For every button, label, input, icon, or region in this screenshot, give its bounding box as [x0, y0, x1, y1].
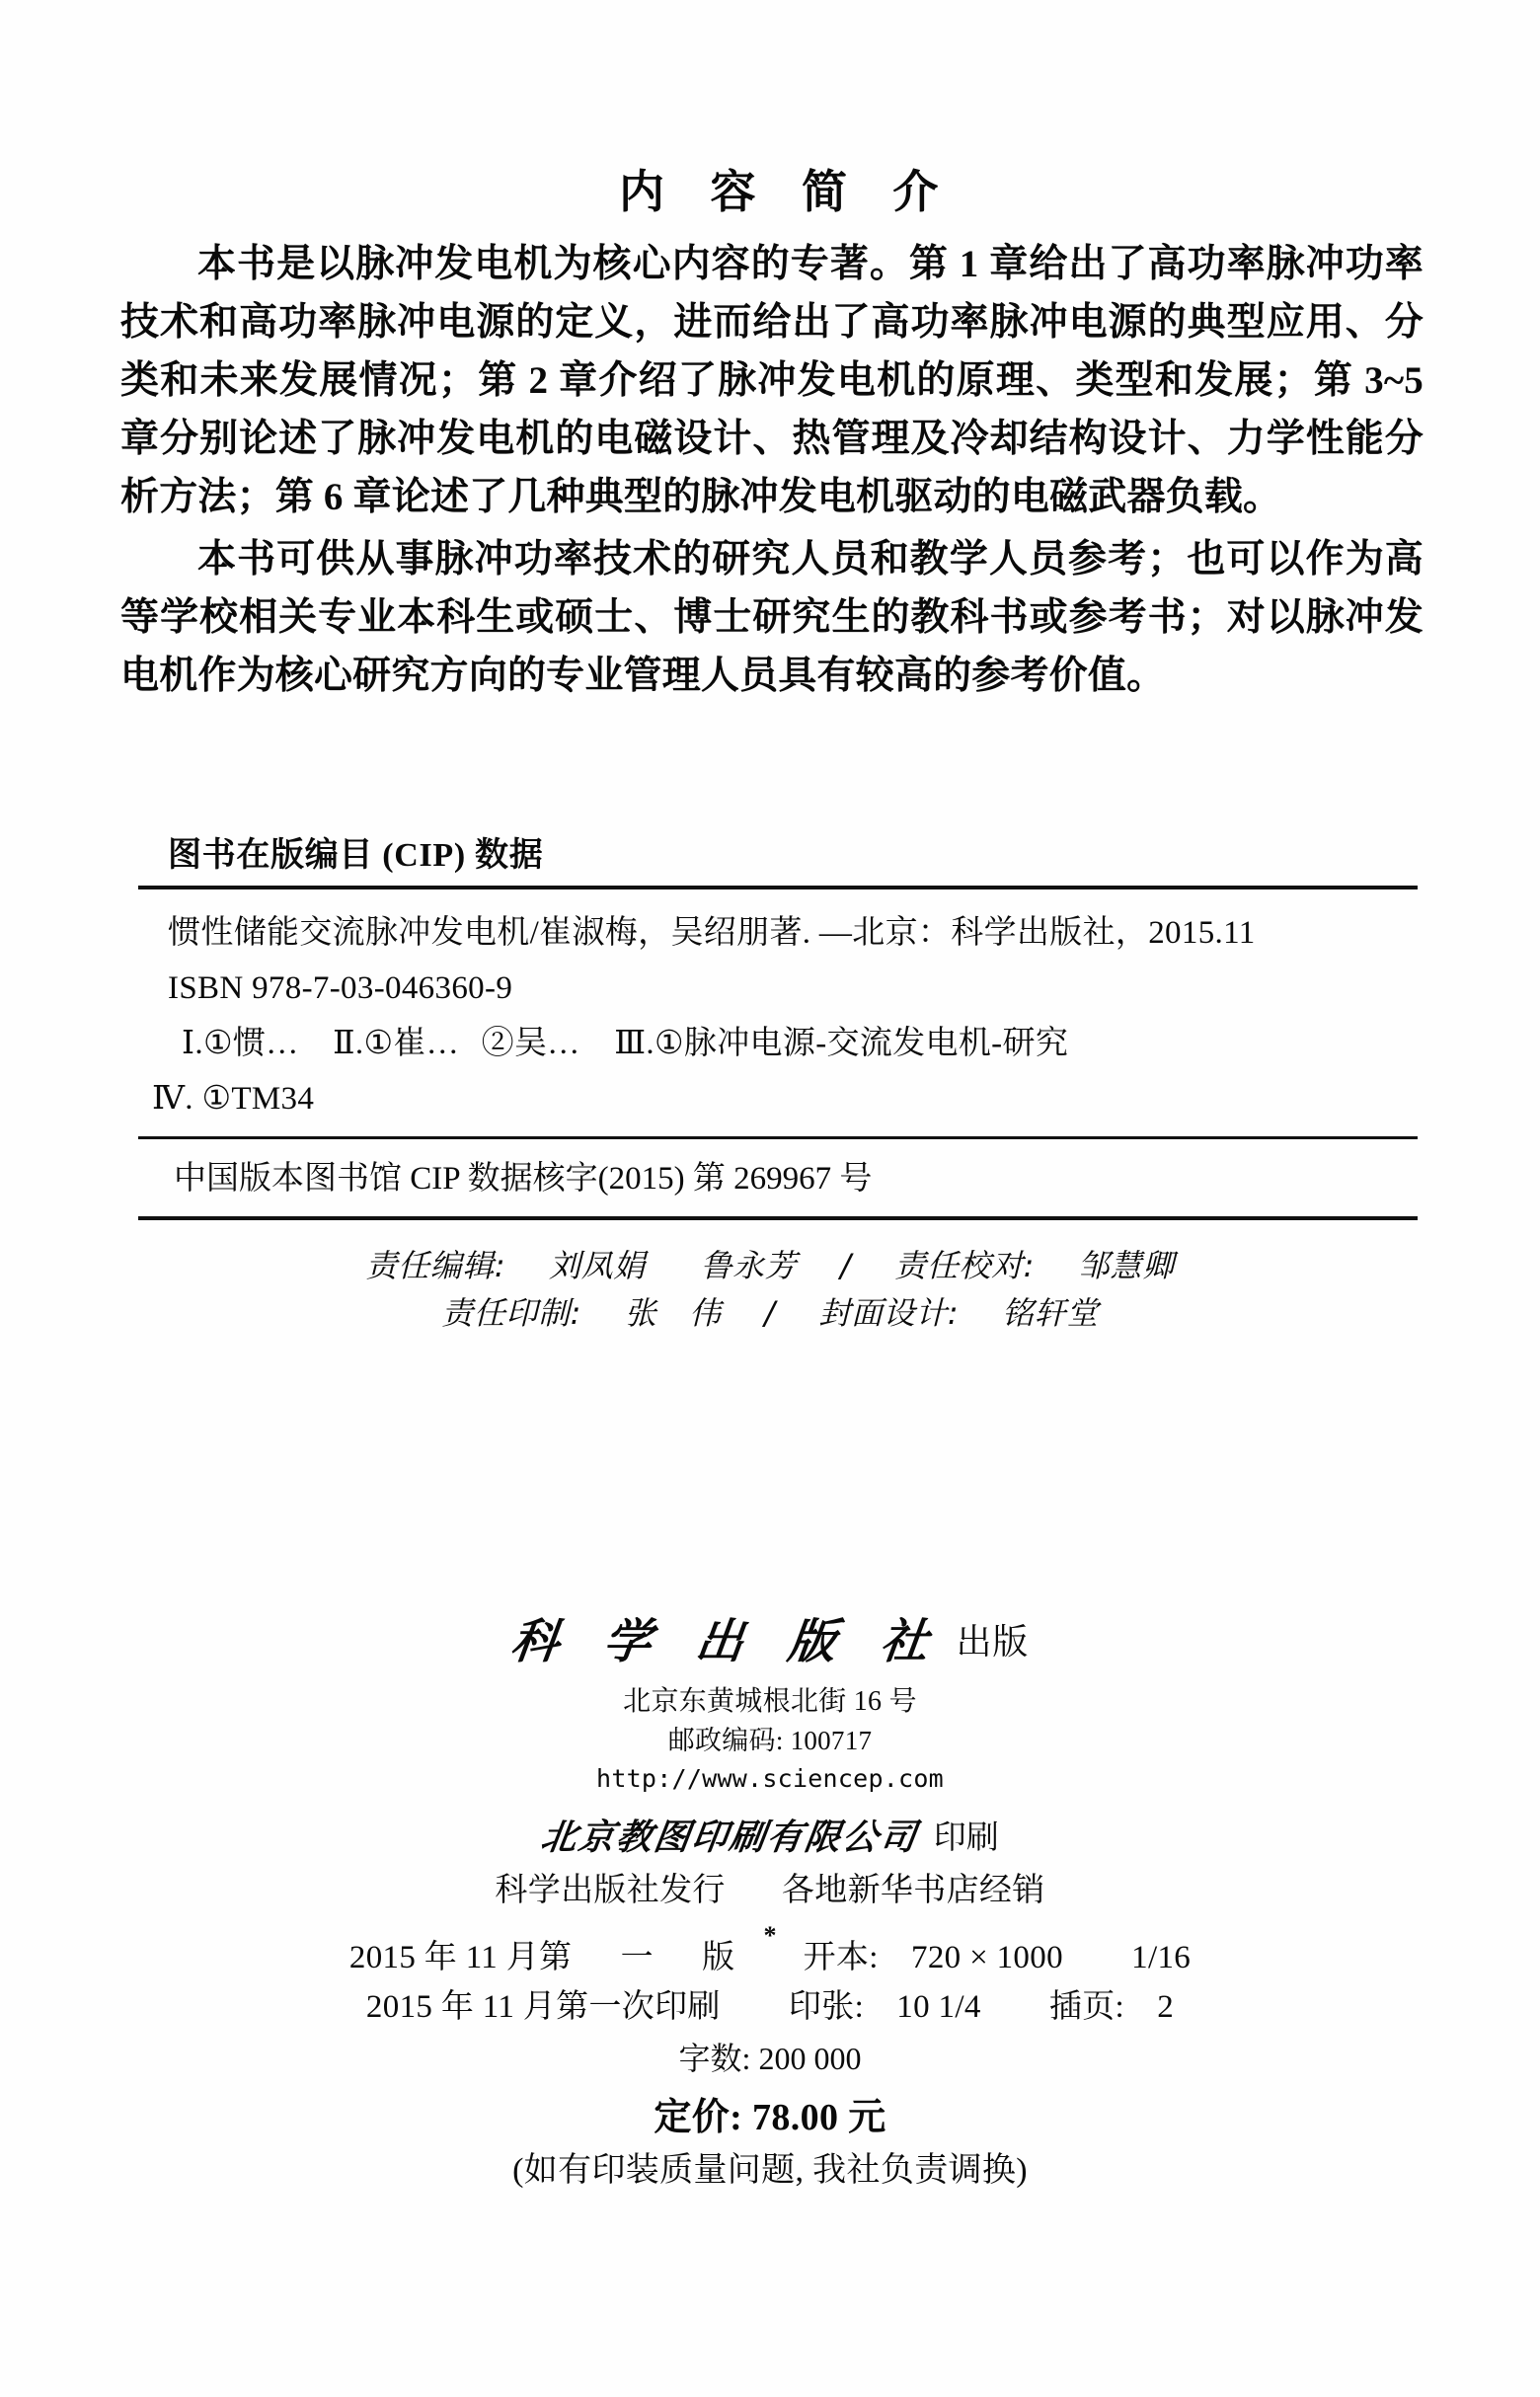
publisher-block: [0, 1611, 1540, 1955]
editorial-credits: [0, 1242, 1540, 1337]
editor-name-1: 刘凤娟: [548, 1247, 646, 1284]
credit-line-production: [0, 1289, 1540, 1337]
inserts-label: 插页:: [1048, 1989, 1125, 2025]
credit-separator-1: /: [840, 1247, 852, 1284]
cip-class-1a: Ⅰ.①惯…: [182, 1026, 299, 1061]
cip-block: [138, 827, 1418, 1220]
production-label: 责任印制:: [441, 1294, 582, 1332]
distribution-publisher: 科学出版社发行: [495, 1873, 726, 1908]
imprint-block: [0, 1933, 1540, 2196]
cover-design-label: 封面设计:: [818, 1294, 960, 1332]
distribution-line: [0, 1866, 1540, 1915]
editor-label: 责任编辑:: [365, 1247, 506, 1284]
distribution-bookstores: 各地新华书店经销: [781, 1873, 1045, 1908]
format-value: 720 × 1000: [911, 1940, 1063, 1975]
proofreader-name: 邹慧卿: [1077, 1247, 1175, 1284]
cip-rule-bottom: [138, 1216, 1418, 1220]
cip-class-1d: Ⅲ.①脉冲电源-交流发电机-研究: [614, 1026, 1069, 1061]
intro-paragraph-1: 本书是以脉冲发电机为核心内容的专著。第 1 章给出了高功率脉冲功率技术和高功率脉冲电源的定义，进而给出了高功率脉冲电源的典型应用、分类和未来发展情况；第 2 章介绍了脉冲发电机的原理、类型和发展；第 3~5 章分别论述了脉冲发电机的电磁设计、热管理及冷却结构设计、力学性能分析方法；第 6 章论述了几种典型的脉冲发电机驱动的电磁武器负载。: [120, 243, 1424, 518]
asterisk-separator: *: [763, 1921, 777, 1950]
cip-entry-lines: [138, 889, 1418, 1136]
production-name: 张 伟: [624, 1294, 722, 1332]
printer-name: 北京教图印刷有限公司: [538, 1817, 921, 1858]
cover-design-name: 铭轩堂: [1001, 1294, 1099, 1332]
edition-word: 版: [702, 1940, 735, 1975]
credit-separator-2: /: [764, 1294, 776, 1332]
inserts-value: 2: [1157, 1989, 1175, 2025]
format-label: 开本:: [803, 1940, 879, 1975]
cip-classification-line-2: Ⅳ. ①TM34: [152, 1081, 315, 1117]
imprint-printing-line: [0, 1982, 1540, 2032]
publisher-url[interactable]: http://www.sciencep.com: [596, 1764, 944, 1793]
printer-verb: 印刷: [933, 1820, 999, 1856]
edition-number: 一: [620, 1940, 654, 1975]
publisher-verb: 出版: [956, 1622, 1029, 1662]
proofreader-label: 责任校对:: [894, 1247, 1036, 1284]
publisher-address: 北京东黄城根北街 16 号: [623, 1686, 917, 1717]
cip-isbn: ISBN 978-7-03-046360-9: [168, 970, 513, 1006]
intro-body: [120, 235, 1424, 705]
cip-class-1c: ②吴…: [481, 1026, 580, 1061]
word-count: 字数: 200 000: [678, 2041, 862, 2076]
edition-date: 2015 年 11 月第: [348, 1940, 573, 1975]
sheets-value: 10 1/4: [896, 1989, 981, 2025]
publisher-postcode: 邮政编码: 100717: [667, 1726, 873, 1755]
cip-class-1b: Ⅱ.①崔…: [333, 1026, 460, 1061]
price: 定价: 78.00 元: [654, 2097, 886, 2138]
format-fraction: 1/16: [1131, 1940, 1192, 1975]
credit-line-editor: [0, 1242, 1540, 1289]
cip-classification-line-1: [168, 1016, 1418, 1071]
print-date: 2015 年 11 月第一次印刷: [365, 1989, 721, 2025]
sheets-label: 印张:: [788, 1989, 865, 2025]
printer-row: [0, 1813, 1540, 1864]
imprint-edition-line: [0, 1933, 1540, 1982]
cip-title-entry: 惯性储能交流脉冲发电机/崔淑梅，吴绍朋著. —北京：科学出版社，2015.11: [168, 915, 1256, 951]
intro-paragraph-2: 本书可供从事脉冲功率技术的研究人员和教学人员参考；也可以作为高等学校相关专业本科生或硕士、博士研究生的教科书或参考书；对以脉冲发电机作为核心研究方向的专业管理人员具有较高的参考价值。: [120, 538, 1424, 697]
cip-heading: 图书在版编目 (CIP) 数据: [168, 837, 544, 874]
cip-verify-line: 中国版本图书馆 CIP 数据核字(2015) 第 269967 号: [174, 1161, 873, 1197]
page-title: 内 容 简 介: [619, 167, 956, 217]
science-press-logo: 科 学 出 版 社: [507, 1614, 946, 1669]
exchange-note: (如有印装质量问题, 我社负责调换): [512, 2152, 1028, 2189]
editor-name-2: 鲁永芳: [700, 1247, 798, 1284]
publisher-logo-row: [0, 1611, 1540, 1672]
